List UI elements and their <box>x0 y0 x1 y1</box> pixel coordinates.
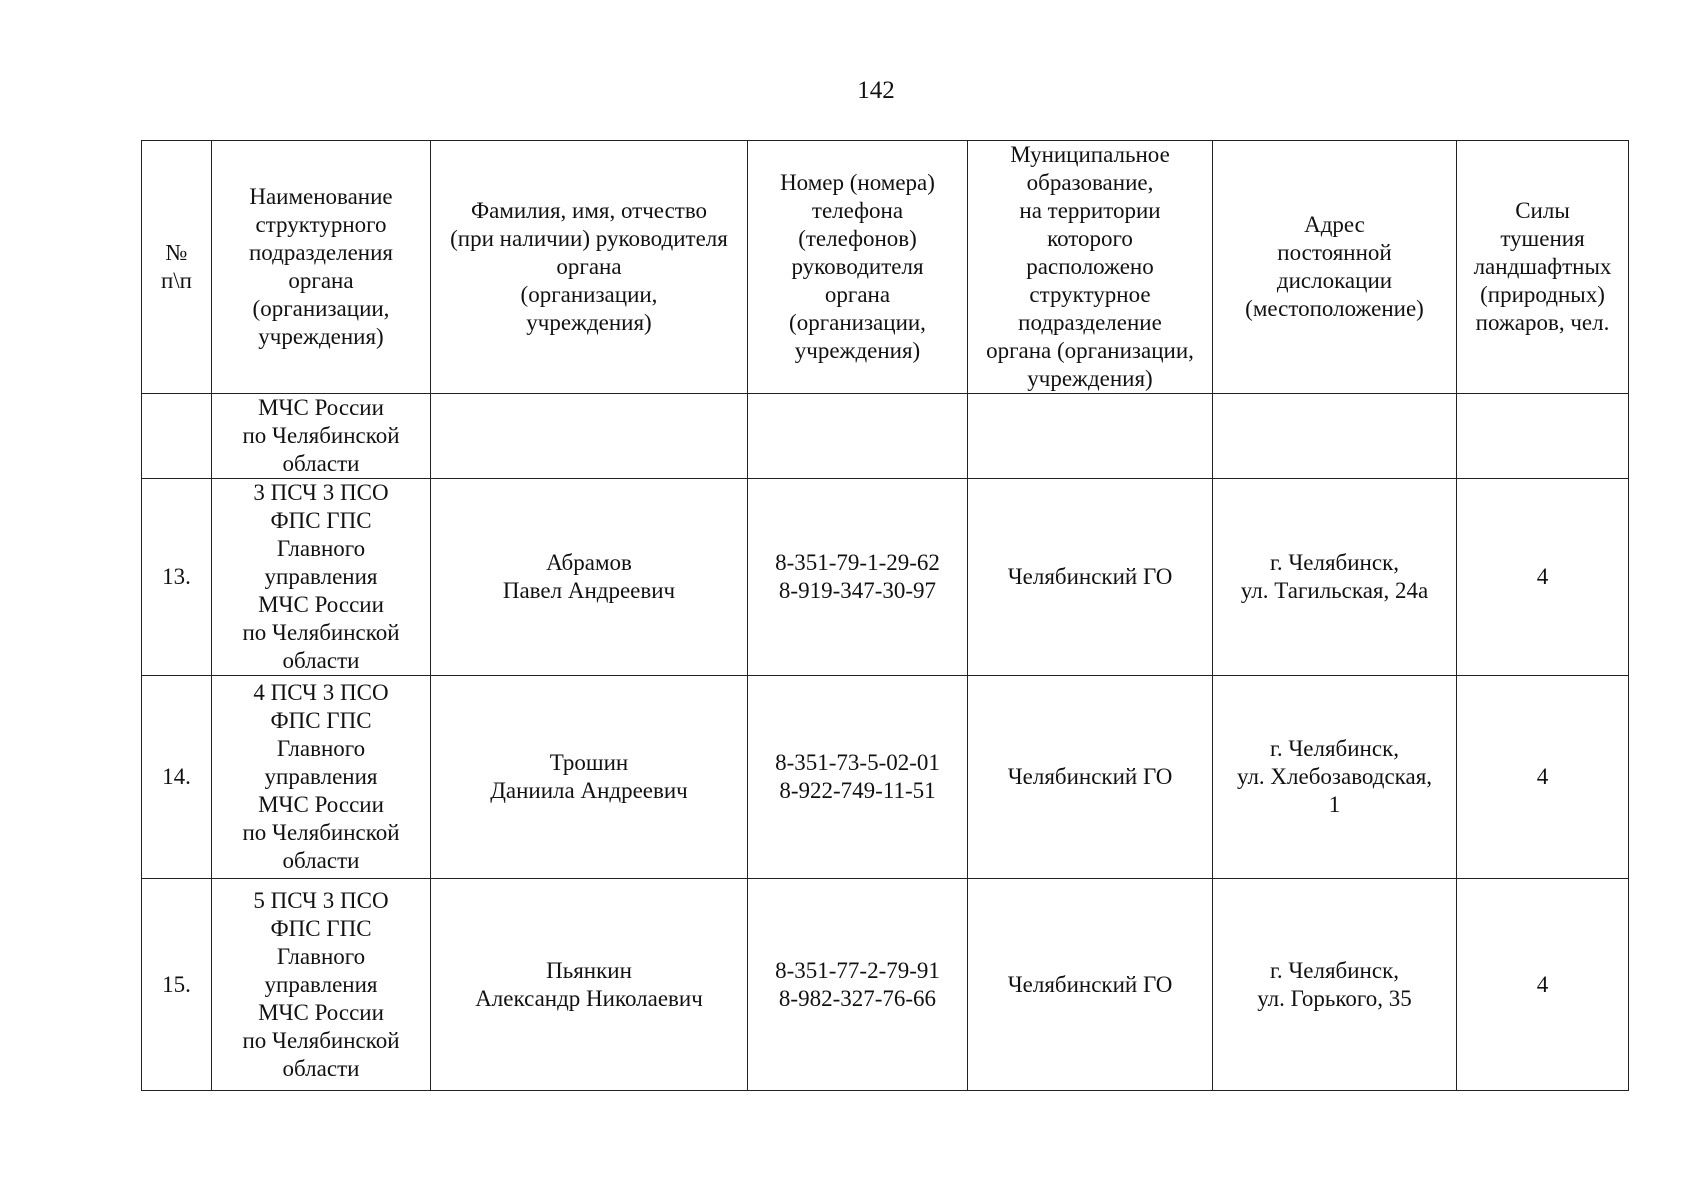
cell-unit-name: МЧС России по Челябинской области <box>212 394 431 479</box>
cell-address: г. Челябинск, ул. Тагильская, 24а <box>1213 479 1457 676</box>
cell-unit-name: 4 ПСЧ 3 ПСО ФПС ГПС Главного управления МЧС России по Челябинской области <box>212 676 431 879</box>
cell-municipality: Челябинский ГО <box>968 879 1213 1091</box>
cell-phone: 8-351-79-1-29-62 8-919-347-30-97 <box>748 479 968 676</box>
cell-unit-name: 5 ПСЧ 3 ПСО ФПС ГПС Главного управления МЧС России по Челябинской области <box>212 879 431 1091</box>
cell-number: 14. <box>142 676 212 879</box>
cell-phone <box>748 394 968 479</box>
cell-address: г. Челябинск, ул. Хлебозаводская, 1 <box>1213 676 1457 879</box>
table-row-continuation <box>142 394 1629 479</box>
cell-municipality: Челябинский ГО <box>968 479 1213 676</box>
header-head-name: Фамилия, имя, отчество (при наличии) руководителя органа (организации, учреждения) <box>431 141 748 394</box>
cell-forces <box>1457 394 1629 479</box>
page-number: 142 <box>857 77 895 104</box>
table-row <box>142 676 1629 879</box>
table-row <box>142 879 1629 1091</box>
cell-address: г. Челябинск, ул. Горького, 35 <box>1213 879 1457 1091</box>
cell-municipality: Челябинский ГО <box>968 676 1213 879</box>
header-forces: Силы тушения ландшафтных (природных) пожаров, чел. <box>1457 141 1629 394</box>
cell-address <box>1213 394 1457 479</box>
units-table <box>141 140 1629 1091</box>
header-phone: Номер (номера) телефона (телефонов) руководителя органа (организации, учреждения) <box>748 141 968 394</box>
header-number: № п\п <box>142 141 212 394</box>
cell-forces: 4 <box>1457 676 1629 879</box>
table-row <box>142 479 1629 676</box>
cell-number: 15. <box>142 879 212 1091</box>
cell-municipality <box>968 394 1213 479</box>
header-address: Адрес постоянной дислокации (местоположение) <box>1213 141 1457 394</box>
cell-phone: 8-351-73-5-02-01 8-922-749-11-51 <box>748 676 968 879</box>
cell-forces: 4 <box>1457 879 1629 1091</box>
cell-number: 13. <box>142 479 212 676</box>
cell-head-name <box>431 394 748 479</box>
cell-phone: 8-351-77-2-79-91 8-982-327-76-66 <box>748 879 968 1091</box>
cell-number <box>142 394 212 479</box>
cell-head-name: Трошин Даниила Андреевич <box>431 676 748 879</box>
cell-head-name: Пьянкин Александр Николаевич <box>431 879 748 1091</box>
header-municipality: Муниципальное образование, на территории которого расположено структурное подразделение органа (организации, учреждения) <box>968 141 1213 394</box>
header-unit-name: Наименование структурного подразделения органа (организации, учреждения) <box>212 141 431 394</box>
cell-head-name: Абрамов Павел Андреевич <box>431 479 748 676</box>
cell-forces: 4 <box>1457 479 1629 676</box>
table-header-row <box>142 141 1629 394</box>
cell-unit-name: 3 ПСЧ 3 ПСО ФПС ГПС Главного управления МЧС России по Челябинской области <box>212 479 431 676</box>
